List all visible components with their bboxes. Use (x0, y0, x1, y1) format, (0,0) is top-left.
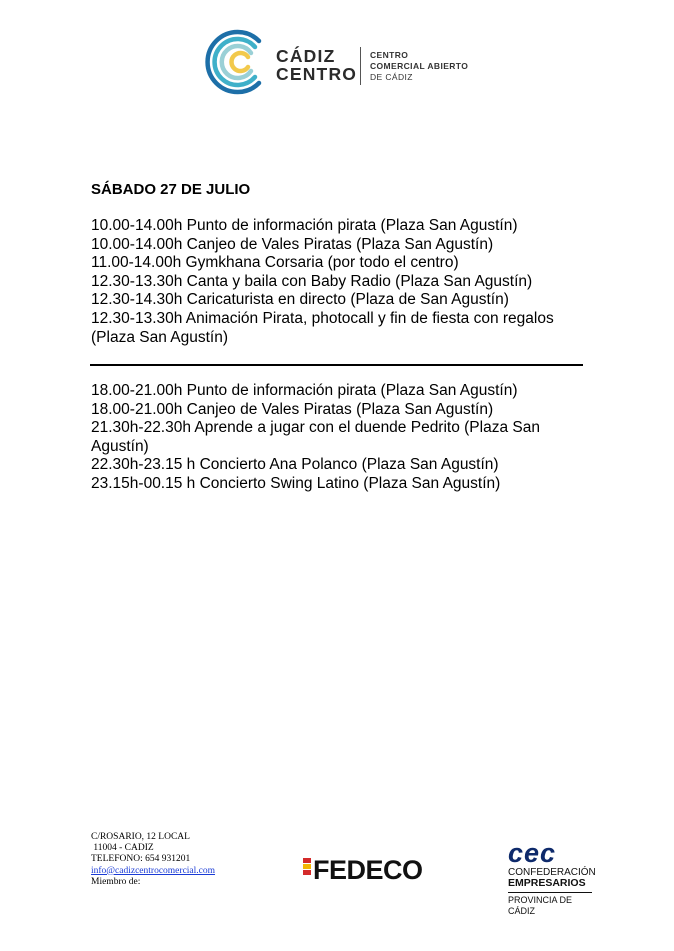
section-divider (90, 364, 583, 366)
footer-address (91, 832, 215, 888)
event-item: 18.00-21.00h Canjeo de Vales Piratas (Plaza San Agustín) (91, 400, 494, 418)
event-item: 21.30h-22.30h Aprende a jugar con el duende Pedrito (Plaza San Agustín) (91, 419, 540, 455)
logo-separator (360, 47, 361, 85)
page-title: SÁBADO 27 DE JULIO (91, 181, 251, 198)
event-item: 10.00-14.00h Punto de información pirata (Plaza San Agustín) (91, 217, 518, 234)
cadiz-centro-logo-icon (203, 27, 269, 97)
fedeco-wordmark: FEDECO (313, 855, 423, 885)
event-item: 12.30-14.30h Caricaturista en directo (Plaza de San Agustín) (91, 291, 509, 309)
morning-events (91, 217, 591, 347)
evening-events (91, 382, 591, 494)
event-item: 22.30h-23.15 h Concierto Ana Polanco (Plaza San Agustín) (91, 456, 499, 474)
cec-line1: CONFEDERACIÓN (508, 867, 596, 878)
tagline-line1: CENTRO (370, 50, 409, 60)
cec-line3: PROVINCIA DE CÁDIZ (508, 892, 592, 917)
brand-name (276, 47, 357, 83)
event-item: 11.00-14.00h Gymkhana Corsaria (por todo el centro) (91, 254, 459, 272)
brand-line1: CÁDIZ (276, 46, 336, 66)
event-item: 12.30-13.30h Animación Pirata, photocall y fin de fiesta con regalos (Plaza San Agustín) (91, 309, 554, 346)
tagline-line3: DE CÁDIZ (370, 72, 413, 82)
cec-logo (508, 838, 618, 917)
cec-wordmark: cec (508, 838, 557, 868)
cadiz-centro-logo (203, 27, 483, 97)
brand-line2: CENTRO (276, 64, 358, 84)
email-link[interactable]: info@cadizcentrocomercial.com (91, 865, 216, 876)
fedeco-bar (303, 870, 311, 875)
event-item: 18.00-21.00h Punto de información pirata (Plaza San Agustín) (91, 382, 518, 399)
event-item: 23.15h-00.15 h Concierto Swing Latino (Plaza San Agustín) (91, 474, 501, 492)
phone: TELEFONO: 654 931201 (91, 854, 191, 865)
brand-tagline (370, 50, 468, 83)
cec-line2: EMPRESARIOS (508, 877, 586, 889)
member-label: Miembro de: (91, 876, 141, 887)
fedeco-bar (303, 864, 311, 869)
address-line2: 11004 - CADIZ (91, 843, 154, 854)
fedeco-flag-icon (303, 858, 311, 880)
tagline-line2: COMERCIAL ABIERTO (370, 61, 469, 71)
fedeco-bar (303, 858, 311, 863)
address-line1: C/ROSARIO, 12 LOCAL (91, 832, 190, 842)
event-item: 10.00-14.00h Canjeo de Vales Piratas (Plaza San Agustín) (91, 235, 494, 253)
event-item: 12.30-13.30h Canta y baila con Baby Radio (Plaza San Agustín) (91, 272, 533, 290)
